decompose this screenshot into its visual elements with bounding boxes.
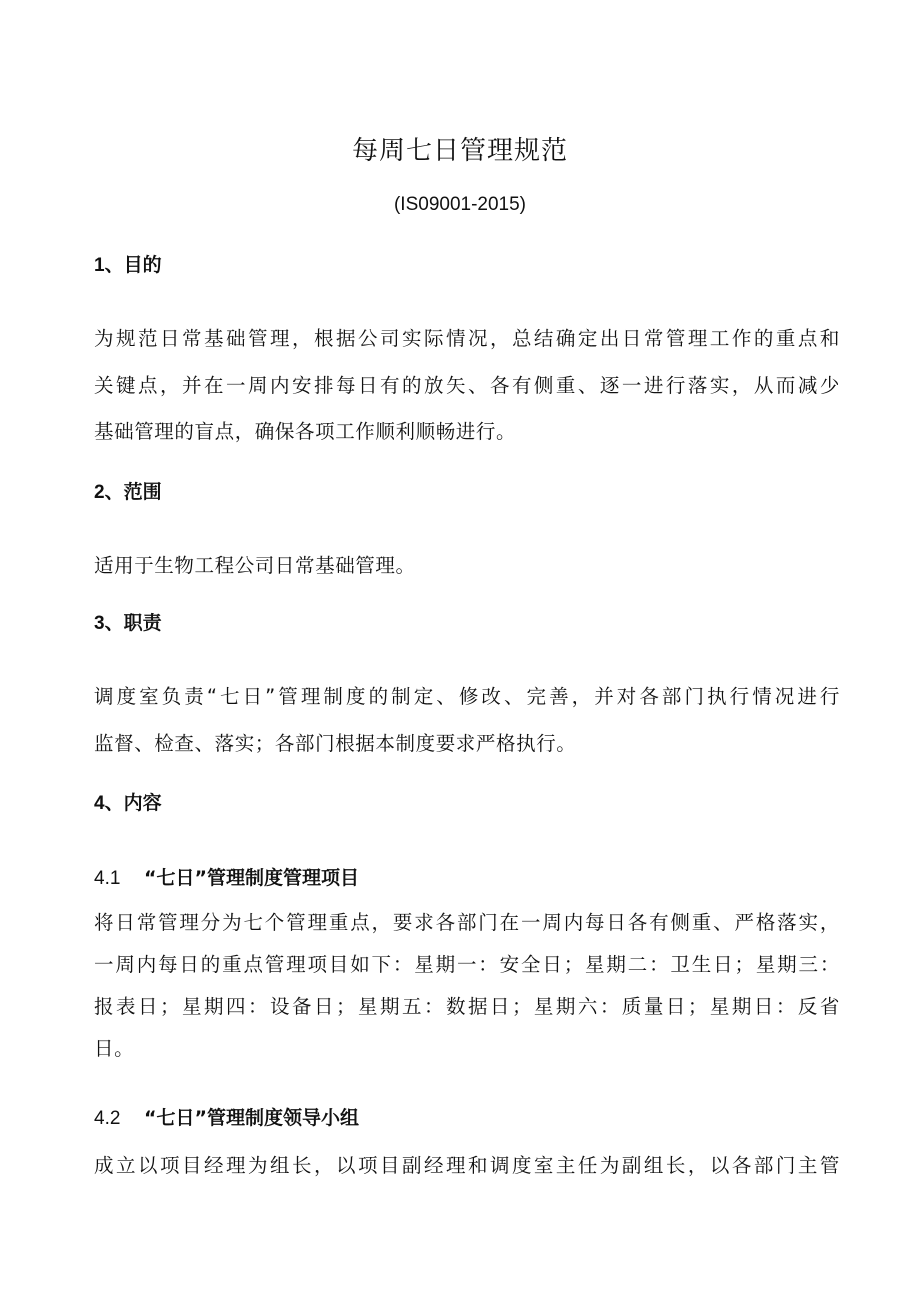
section-title: 职责 [123,612,162,634]
subsection-number: 4.2 [94,1108,121,1129]
paragraph-line: 将日常管理分为七个管理重点，要求各部门在一周内每日各有侧重、严格落实， [94,911,840,934]
section-number: 3、 [94,613,124,634]
subsection-4-1-paragraph [94,902,840,1070]
document-title: 每周七日管理规范 [351,136,568,166]
subsection-title: “七日”管理制度领导小组 [144,1107,359,1129]
paragraph-line: 适用于生物工程公司日常基础管理。 [94,554,416,577]
section-1-paragraph [94,316,840,456]
section-title: 目的 [123,254,162,276]
subsection-title: “七日”管理制度管理项目 [144,867,359,889]
section-3-heading [94,609,162,638]
subsection-number: 4.1 [94,868,121,889]
section-3-paragraph [94,674,840,767]
paragraph-line: 为规范日常基础管理，根据公司实际情况，总结确定出日常管理工作的重点和 [94,327,840,350]
section-title: 内容 [123,792,162,814]
section-number: 4、 [94,793,124,814]
section-title: 范围 [123,481,162,503]
section-2-heading [94,478,162,507]
paragraph-line: 调度室负责“七日”管理制度的制定、修改、完善，并对各部门执行情况进行 [94,685,840,708]
section-number: 2、 [94,482,124,503]
section-1-heading [94,251,162,280]
section-4-heading [94,789,162,818]
paragraph-line: 关键点，并在一周内安排每日有的放矢、各有侧重、逐一进行落实，从而减少 [94,373,840,397]
paragraph-line: 报表日；星期四：设备日；星期五：数据日；星期六：质量日；星期日：反省 [94,995,840,1018]
section-number: 1、 [94,255,124,276]
subsection-4-2-heading [94,1104,359,1133]
paragraph-line: 成立以项目经理为组长，以项目副经理和调度室主任为副组长，以各部门主管 [94,1154,840,1177]
section-2-paragraph [94,543,840,590]
paragraph-line: 监督、检查、落实；各部门根据本制度要求严格执行。 [94,731,577,755]
paragraph-line: 一周内每日的重点管理项目如下：星期一：安全日；星期二：卫生日；星期三： [94,953,840,976]
document-standard: (IS09001-2015) [393,194,527,215]
subsection-4-1-heading [94,864,359,893]
paragraph-line: 基础管理的盲点，确保各项工作顺利顺畅进行。 [94,420,517,443]
subsection-4-2-paragraph [94,1145,840,1187]
paragraph-line: 日。 [94,1037,135,1060]
